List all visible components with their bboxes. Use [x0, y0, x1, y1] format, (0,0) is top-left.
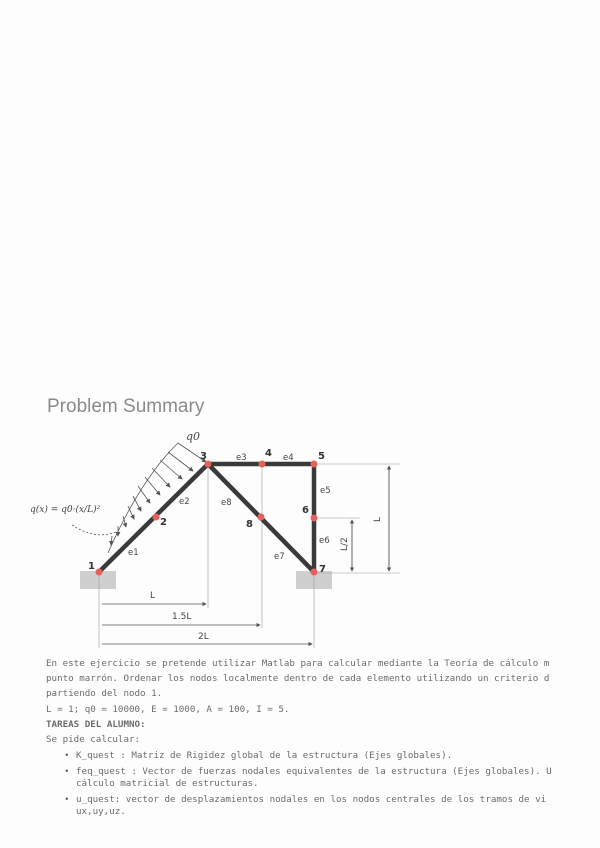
task-item [62, 766, 552, 790]
paragraph-line-1: En este ejercicio se pretende utilizar Matlab para calcular mediante la Teoría de cálculo m [46, 658, 550, 669]
tasks-list [62, 747, 552, 818]
section-heading: Problem Summary [47, 396, 205, 417]
task-item [62, 794, 552, 818]
paragraph-line-3: partiendo del nodo 1. [46, 688, 163, 699]
dim-L-right: L [373, 516, 383, 522]
load-q0-label: q0 [186, 430, 201, 443]
node-2 [153, 514, 160, 521]
node-label-3: 3 [200, 451, 207, 462]
parameters-line: L = 1; q0 = 10000, E = 1000, A = 100, I = 5. [46, 704, 290, 715]
element-label-e1: e1 [128, 548, 139, 558]
node-7 [311, 569, 318, 576]
element-label-e3: e3 [236, 453, 247, 463]
node-4 [259, 461, 266, 468]
node-label-4: 4 [265, 448, 272, 459]
element-label-e6: e6 [319, 536, 330, 546]
node-label-1: 1 [88, 561, 95, 572]
dim-2L: 2L [198, 632, 209, 642]
truss-figure [0, 420, 600, 652]
task-continuation: cálculo matricial de estructuras. [76, 778, 259, 789]
node-label-5: 5 [318, 451, 325, 462]
task-text: feq_quest : Vector de fuerzas nodales equivalentes de la estructura (Ejes globales). U [76, 766, 552, 777]
task-text: K_quest : Matriz de Rigidez global de la estructura (Ejes globales). [76, 750, 453, 761]
node-label-8: 8 [246, 519, 253, 530]
node-label-7: 7 [319, 564, 326, 575]
element-label-e8: e8 [221, 498, 232, 508]
dim-L-half: L/2 [340, 537, 350, 551]
node-label-6: 6 [302, 505, 309, 516]
task-item [62, 750, 552, 762]
paragraph-line-2: punto marrón. Ordenar los nodos localmente dentro de cada elemento utilizando un criterio d [46, 673, 550, 684]
element-label-e7: e7 [274, 552, 285, 562]
dim-1.5L: 1.5L [172, 612, 192, 622]
node-1 [96, 569, 103, 576]
node-8 [258, 514, 265, 521]
dim-L: L [150, 591, 156, 601]
tasks-title: TAREAS DEL ALUMNO: [46, 719, 146, 730]
element-label-e5: e5 [320, 486, 331, 496]
tasks-intro: Se pide calcular: [46, 734, 141, 745]
load-formula-label: q(x) = q0·(x/L)² [30, 505, 101, 515]
element-label-e2: e2 [179, 497, 190, 507]
task-text: u_quest: vector de desplazamientos nodales en los nodos centrales de los tramos de vi [76, 794, 547, 805]
node-5 [311, 461, 318, 468]
task-continuation: ux,uy,uz. [76, 806, 126, 817]
node-label-2: 2 [160, 517, 167, 528]
node-6 [311, 515, 318, 522]
element-label-e4: e4 [283, 453, 294, 463]
